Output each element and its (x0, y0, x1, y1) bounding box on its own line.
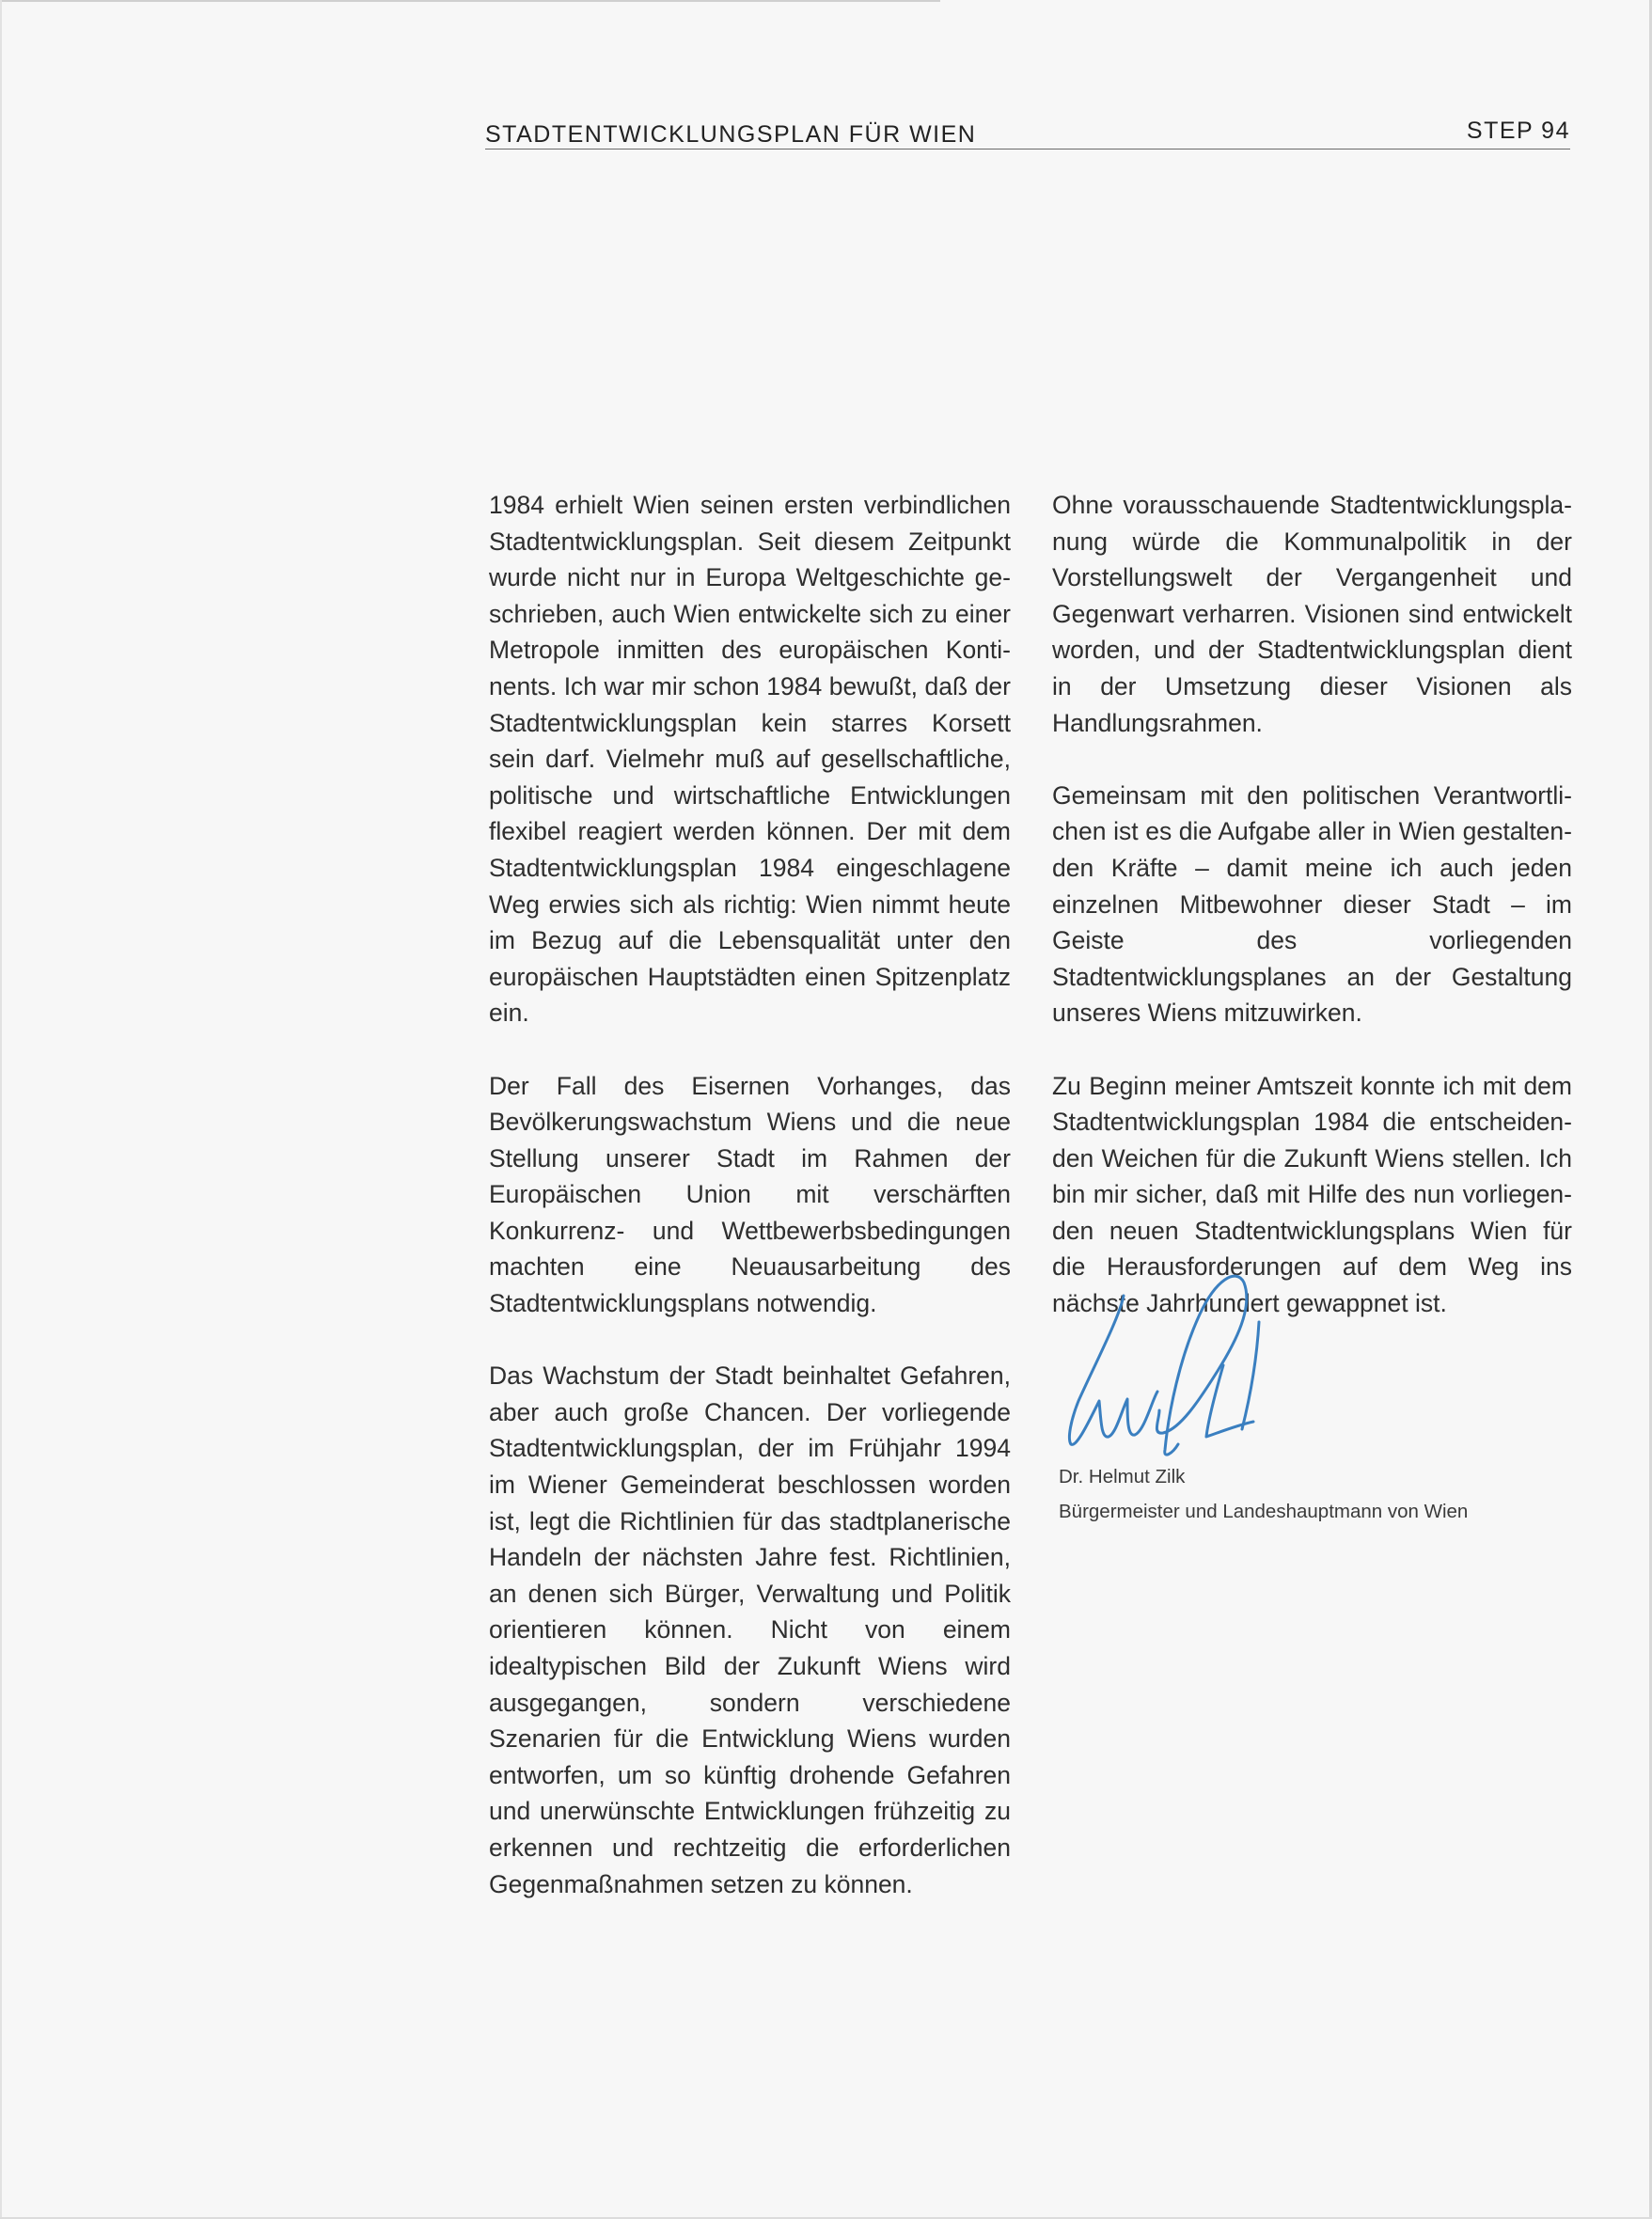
running-header (485, 113, 1570, 150)
right-paragraph-1: Ohne vorausschauende Stadtentwicklungsplanung würde die Kommunalpolitik in der Vorstellungswelt der Vergangenheit und Gegenwart verharren. Visionen sind entwickelt worden, und der Stadtentwicklungsplan dient in der Umsetzung dieser Visionen als Handlungsrahmen. (1052, 491, 1572, 737)
page-edge-top (0, 0, 940, 2)
signatory-name: Dr. Helmut Zilk (1059, 1466, 1186, 1487)
right-paragraph-2: Gemeinsam mit den politischen Verantwortlichen ist es die Aufgabe aller in Wien gestaltenden Kräfte – damit meine ich auch jeden einzelnen Mitbewohner dieser Stadt – im Geiste des vorliegenden Stadtentwicklungsplanes an der Gestaltung unseres Wiens mitzuwirken. (1052, 780, 1572, 1028)
right-column (1052, 487, 1572, 1358)
page-edge-left (0, 0, 2, 2219)
left-paragraph-3: Das Wachstum der Stadt beinhaltet Gefahren, aber auch große Chancen. Der vorliegende Stadtentwicklungsplan, der im Frühjahr 1994 im Wiener Gemeinderat beschlossen worden ist, legt die Richtlinien für das stadtplanerische Handeln der nächsten Jahre fest. Richtlinien, an denen sich Bürger, Verwaltung und Politik orientieren können. Nicht von einem idealtypischen Bild der Zukunft Wiens wird ausgegangen, sondern verschiedene Szenarien für die Entwicklung Wiens wurden entworfen, um so künftig drohende Gefahren und unerwünschte Entwicklungen frühzeitig zu erkennen und rechtzeitig die erforderlichen Gegenmaßnahmen setzen zu können. (489, 1361, 1011, 1898)
header-code: STEP 94 (1466, 118, 1570, 144)
header-title: STADTENTWICKLUNGSPLAN FÜR WIEN (485, 121, 977, 148)
left-column (489, 487, 1011, 1939)
right-paragraph-3: Zu Beginn meiner Amtszeit konnte ich mit dem Stadtentwicklungsplan 1984 die entscheidenden Weichen für die Zukunft Wiens stellen. Ich bin mir sicher, daß mit Hilfe des nun vorliegenden neuen Stadtentwicklungsplans Wien für die Herausforderungen auf dem Weg ins nächste Jahrhundert gewappnet ist. (1052, 1071, 1572, 1318)
left-paragraph-2: Der Fall des Eisernen Vorhanges, das Bevölkerungswachstum Wiens und die neue Stellung unserer Stadt im Rahmen der Europäischen Union mit verschärften Konkurrenz- und Wettbewerbsbedingungen machten eine Neuausarbeitung des Stadtentwicklungsplans notwendig. (489, 1071, 1011, 1318)
left-paragraph-1: 1984 erhielt Wien seinen ersten verbindlichen Stadtentwicklungsplan. Seit diesem Zeitpunkt wurde nicht nur in Europa Weltgeschichte geschrieben, auch Wien entwickelte sich zu einer Metropole inmitten des europäischen Kontinents. Ich war mir schon 1984 bewußt, daß der Stadtentwicklungsplan kein starres Korsett sein darf. Vielmehr muß auf gesellschaftliche, politische und wirtschaftliche Entwicklungen flexibel reagiert werden können. Der mit dem Stadtentwicklungsplan 1984 eingeschlagene Weg erwies sich als richtig: Wien nimmt heute im Bezug auf die Lebensqualität unter den europäischen Hauptstädten einen Spitzenplatz ein. (489, 491, 1011, 1028)
handwritten-signature (1058, 1260, 1359, 1462)
signature-strokes (1069, 1276, 1259, 1455)
signatory-role: Bürgermeister und Landeshauptmann von Wien (1059, 1501, 1469, 1522)
